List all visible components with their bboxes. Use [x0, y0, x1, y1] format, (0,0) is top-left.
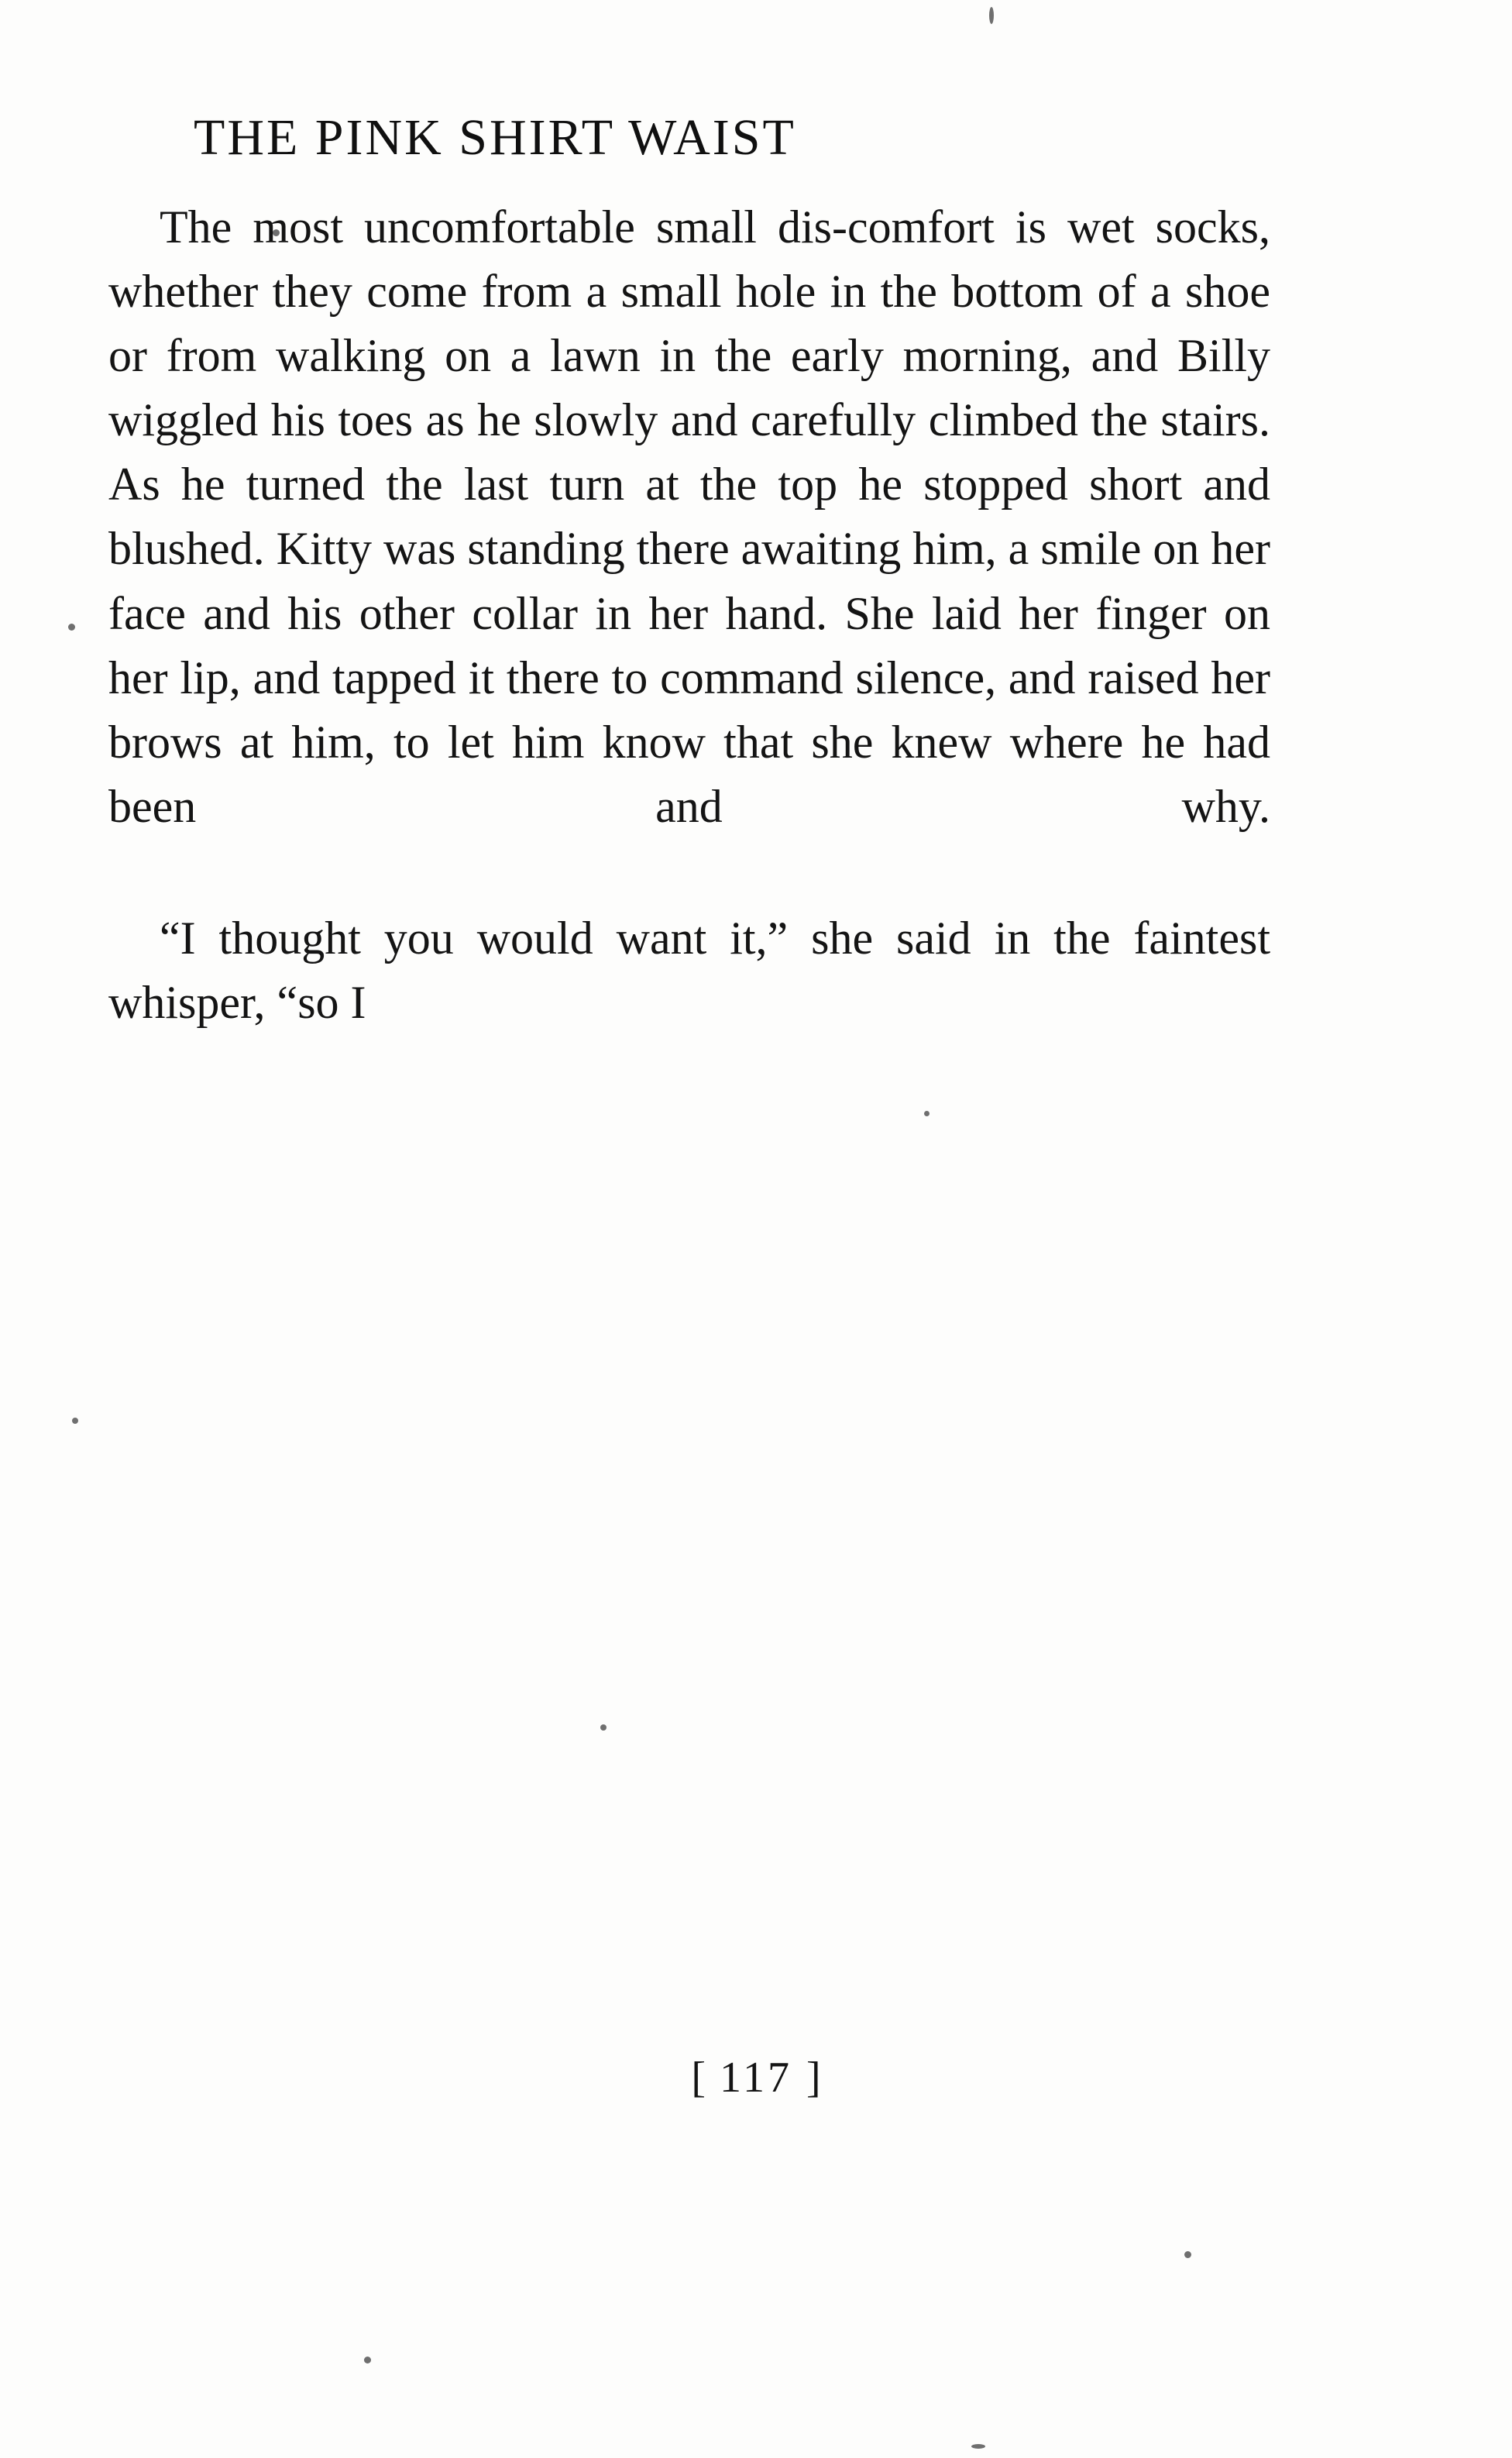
page-number-open-bracket: [ [691, 2054, 706, 2102]
body-paragraph: The most uncomfortable small dis-comfort is wet socks, whether they come from a small hole in the bottom of a shoe or from walking on a lawn in the early morning, and Billy wiggled his toes as he slowly and carefully climbed the stairs. As he turned the last turn at the top he stopped short and blushed. Kitty was standing there awaiting him, a smile on her face and his other collar in her hand. She laid her finger on her lip, and tapped it there to command silence, and raised her brows at him, to let him know that she knew where he had been and why. [108, 201, 1270, 832]
text-column [101, 108, 1278, 1035]
paper-speck [72, 1418, 78, 1424]
page-number-value: 117 [720, 2054, 792, 2102]
chapter-title: THE PINK SHIRT WAIST [194, 109, 796, 166]
page-number [0, 2053, 1512, 2102]
paper-speck [971, 2444, 985, 2449]
paper-speck [68, 624, 75, 631]
paper-speck [1184, 2251, 1191, 2258]
page-number-close-bracket: ] [806, 2054, 821, 2102]
paper-speck [989, 7, 994, 24]
body-paragraph: “I thought you would want it,” she said in the faintest whisper, “so I [108, 913, 1270, 1029]
paper-speck [924, 1111, 930, 1116]
paper-speck [364, 2357, 371, 2363]
paper-speck [600, 1724, 607, 1731]
